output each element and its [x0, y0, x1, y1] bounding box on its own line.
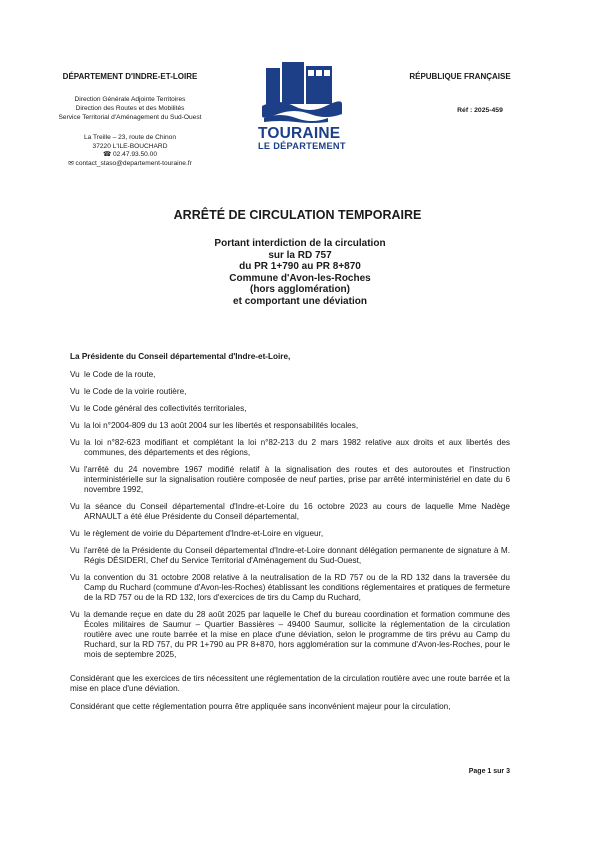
service-line: Direction Générale Adjointe Territoires: [74, 96, 186, 103]
touraine-logo: [258, 62, 358, 162]
vu-item: [70, 610, 510, 660]
vu-text: la loi n°82-623 modifiant et complétant la loi n°82-213 du 2 mars 1982 relative aux droits et aux libertés des communes, des départements et des régions,: [84, 438, 510, 457]
phone-line: ☎ 02.47.93.50.00: [102, 151, 158, 158]
vu-item: [70, 573, 510, 603]
subtitle-line: sur la RD 757: [268, 249, 332, 261]
document-subtitle: [130, 238, 470, 307]
vu-item: [70, 465, 510, 495]
vu-label: Vu: [70, 610, 80, 619]
vu-text: la convention du 31 octobre 2008 relative à la neutralisation de la RD 757 ou de la RD 132 dans la traversée du Camp du Ruchard (commune d'Avon-les-Roches) établissant les conditions réglementaires et pratiques de fermeture de la RD 757 ou de la RD 132, lors d'exercices de tirs du Camp du Ruchard,: [84, 573, 510, 602]
subtitle-line: Portant interdiction de la circulation: [214, 238, 386, 249]
page-number: Page 1 sur 3: [468, 768, 510, 775]
subtitle-line: du PR 1+790 au PR 8+870: [239, 261, 361, 272]
vu-label: Vu: [70, 370, 80, 379]
service-line: Direction des Routes et des Mobilités: [75, 105, 185, 112]
address-lines: [30, 134, 230, 168]
vu-label: Vu: [70, 529, 80, 538]
vu-text: la séance du Conseil départemental d'Indre-et-Loire du 16 octobre 2023 au cours de laquelle Mme Nadège ARNAULT a été élue Présidente du Conseil départemental,: [84, 502, 510, 521]
considerants: [70, 674, 510, 712]
touraine-emblem-icon: [258, 62, 342, 124]
service-lines: [30, 95, 230, 122]
department-name: DÉPARTEMENT D'INDRE-ET-LOIRE: [62, 72, 198, 81]
document-title: ARRÊTÉ DE CIRCULATION TEMPORAIRE: [173, 208, 422, 222]
logo-brand-text: TOURAINE: [258, 125, 341, 142]
vu-item: [70, 387, 510, 397]
service-line: Service Territorial d'Aménagement du Sud-Ouest: [58, 114, 202, 121]
vu-label: Vu: [70, 546, 80, 555]
vu-text: le règlement de voirie du Département d'Indre-et-Loire en vigueur,: [84, 529, 324, 538]
reference-number: Réf : 2025-459: [457, 107, 503, 114]
vu-text: le Code général des collectivités territoriales,: [84, 404, 247, 413]
subtitle-line: et comportant une déviation: [233, 295, 367, 307]
vu-text: le Code de la voirie routière,: [84, 387, 187, 396]
vu-label: Vu: [70, 573, 80, 582]
vu-label: Vu: [70, 421, 80, 430]
vu-item: [70, 546, 510, 566]
vu-item: [70, 370, 510, 380]
vu-item: [70, 502, 510, 522]
republic-block: [385, 72, 535, 114]
vu-text: l'arrêté de la Présidente du Conseil départemental d'Indre-et-Loire donnant délégation permanente de signature à M. Régis DÉSIDERI, Chef du Service Territorial d'Aménagement du Sud-Ouest,: [84, 546, 510, 565]
vu-label: Vu: [70, 502, 80, 511]
subtitle-line: Commune d'Avon-les-Roches: [229, 272, 371, 284]
document-body: [70, 352, 510, 720]
vu-label: Vu: [70, 404, 80, 413]
vu-item: [70, 529, 510, 539]
vu-text: la loi n°2004-809 du 13 août 2004 sur les libertés et responsabilités locales,: [84, 421, 359, 430]
vu-label: Vu: [70, 387, 80, 396]
considerant-paragraph: Considérant que les exercices de tirs nécessitent une réglementation de la circulation routière avec une route barrée et la mise en place d'une déviation.: [70, 674, 510, 693]
issuer-block: [30, 72, 230, 168]
vu-label: Vu: [70, 438, 80, 447]
vu-label: Vu: [70, 465, 80, 474]
email-line: ✉ contact_staso@departement-touraine.fr: [68, 159, 192, 167]
vu-item: [70, 421, 510, 431]
address-line: 37220 L'ILE-BOUCHARD: [92, 142, 168, 150]
vu-text: l'arrêté du 24 novembre 1967 modifié relatif à la signalisation des routes et des autoroutes et l'instruction interministérielle sur la signalisation routière composée de neuf parties, prise par arrêté interministériel en date du 6 novembre 1992,: [84, 465, 510, 494]
vu-item: [70, 438, 510, 458]
president-line: La Présidente du Conseil départemental d'Indre-et-Loire,: [70, 352, 291, 361]
vu-item: [70, 404, 510, 414]
considerant-paragraph: Considérant que cette réglementation pourra être appliquée sans inconvénient majeur pour la circulation,: [70, 702, 451, 711]
logo-sub-text: LE DÉPARTEMENT: [258, 141, 346, 151]
subtitle-line: (hors agglomération): [249, 284, 350, 295]
address-line: La Treille – 23, route de Chinon: [83, 134, 176, 141]
vu-text: le Code de la route,: [84, 370, 156, 379]
republic-label: RÉPUBLIQUE FRANÇAISE: [409, 72, 511, 81]
vu-text: la demande reçue en date du 28 août 2025 par laquelle le Chef du bureau coordination et formation commune des Écoles militaires de Saumur – Quartier Bassières – 49400 Saumur, sollicite la réglementation de la circulation routière avec une route barrée et la mise en place d'une déviation, selon le programme de tirs prévu au Camp du Ruchard, sur la RD 757, du PR 1+790 au PR 8+870, hors agglomération sur la commune d'Avon-les-Roches, pour le mois de septembre 2025,: [84, 610, 510, 659]
